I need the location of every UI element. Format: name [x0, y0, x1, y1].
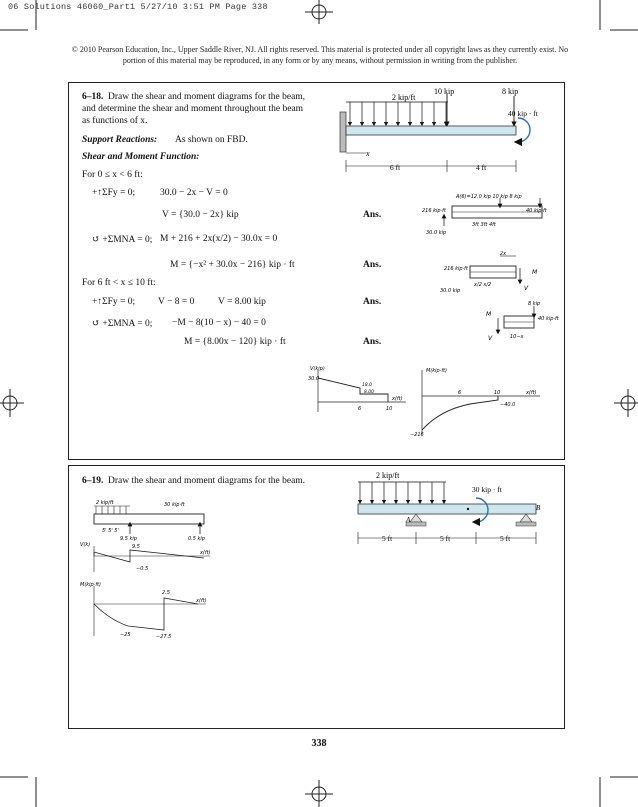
fbd-dims: 3ft 3ft 4ft — [472, 222, 496, 228]
problem-18-statement-1: Draw the shear and moment diagrams for the beam, — [108, 92, 306, 102]
sec2-m: M — [486, 311, 492, 318]
v-title: V(kip) — [310, 366, 325, 372]
problem-18-shear-diagram — [308, 366, 408, 416]
sec1-moment: 216 kip·ft — [444, 266, 468, 272]
m-10: 10 — [494, 390, 501, 396]
fig19-v-title: V(k) — [80, 542, 91, 548]
problem-19-number: 6–19. — [82, 476, 104, 486]
fig19-sk-moment: 30 kip·ft — [164, 502, 185, 508]
fig18-p1: 10 kip — [434, 87, 455, 96]
fig19-B: B — [536, 504, 541, 512]
problem-18-fbd-sketch — [422, 192, 554, 238]
fig19-sk-load: 2 kip/ft — [96, 500, 114, 506]
eq1-rhs: 30.0 − 2x − V = 0 — [160, 188, 228, 198]
problem-18-statement-2: and determine the shear and moment throughout the beam — [82, 104, 304, 114]
ans-4: Ans. — [363, 337, 382, 347]
sec1-v: V — [524, 285, 529, 292]
sec1-x: x/2 x/2 — [474, 282, 492, 288]
fig19-v-x: x(ft) — [200, 550, 211, 556]
fig19-dim2: 5 ft — [440, 534, 451, 543]
range-1: For 0 ≤ x < 6 ft: — [82, 170, 143, 180]
ans-1: Ans. — [363, 210, 382, 220]
sec2-v: V — [488, 335, 493, 342]
v-18: 18.0 — [362, 383, 373, 388]
fig18-dim1: 6 ft — [390, 163, 401, 172]
eq3-lhs: ↺ +ΣMNA = 0; — [92, 235, 153, 245]
v-6: 6 — [358, 406, 362, 412]
m-216: −216 — [410, 432, 424, 438]
fig19-v-95: 9.5 — [132, 544, 140, 550]
fig19-A: A — [406, 516, 411, 524]
sec1-load: 2x — [500, 251, 507, 257]
fig18-moment: 40 kip · ft — [508, 109, 538, 118]
fig19-v-05: −0.5 — [136, 566, 149, 572]
fig18-x: x — [366, 149, 370, 158]
support-reactions-label: Support Reactions: — [82, 135, 158, 145]
fig19-dim1: 5 ft — [382, 534, 393, 543]
problem-19-moment-sketch — [80, 580, 210, 640]
v-10: 10 — [386, 406, 393, 412]
fig19-m-x: x(ft) — [196, 598, 207, 604]
range-2: For 6 ft < x ≤ 10 ft: — [82, 278, 156, 288]
copyright-notice: © 2010 Pearson Education, Inc., Upper Saddle River, NJ. All rights reserved. This material is protected under all copyright laws as they currently exist. No portion of this material may be reproduced, in any form or by any means, without permission in writing from the publisher. — [71, 45, 569, 65]
fig19-m-275: −27.5 — [156, 634, 172, 640]
eq5-mid: V − 8 = 0 — [158, 297, 195, 307]
fig19-moment: 30 kip · ft — [472, 485, 502, 494]
fig19-m-25b: −25 — [120, 632, 131, 638]
problem-18-statement-3: as functions of x. — [82, 116, 148, 126]
fbd-top: A(6)=12.0 kip 10 kip 8 kip — [456, 194, 522, 200]
problem-18-section1-sketch — [440, 250, 550, 298]
eq4: M = {−x² + 30.0x − 216} kip · ft — [170, 260, 295, 270]
sec1-reaction: 30.0 kip — [440, 288, 461, 294]
fig19-m-25a: 2.5 — [162, 590, 170, 596]
eq6-lhs: ↺ +ΣMNA = 0; — [92, 319, 153, 329]
problem-18-moment-diagram — [410, 366, 550, 438]
ans-3: Ans. — [363, 297, 382, 307]
page-number: 338 — [311, 738, 327, 749]
fig19-m-title: M(kip·ft) — [80, 582, 101, 588]
m-x: x(ft) — [526, 390, 537, 396]
eq1-lhs: +↑ΣFy = 0; — [92, 188, 136, 198]
fig19-dim3: 5 ft — [500, 534, 511, 543]
v-800: 8.00 — [364, 390, 375, 395]
sec1-m: M — [532, 269, 538, 276]
support-reactions-text: As shown on FBD. — [175, 135, 248, 145]
fig18-p2: 8 kip — [502, 87, 519, 96]
shear-moment-label: Shear and Moment Function: — [82, 152, 200, 162]
problem-19-statement: Draw the shear and moment diagrams for the beam. — [108, 476, 306, 486]
ans-2: Ans. — [363, 260, 382, 270]
problem-19-beam-figure — [350, 468, 550, 548]
problem-18-number: 6–18. — [82, 92, 104, 102]
eq3-rhs: M + 216 + 2x(x/2) − 30.0x = 0 — [160, 234, 278, 244]
fbd-left: 216 kip·ft — [422, 208, 446, 214]
m-40: −40.0 — [500, 402, 516, 408]
eq5-lhs: +↑ΣFy = 0; — [92, 297, 136, 307]
problem-18-beam-figure — [330, 88, 560, 178]
sec2-dim: 10−x — [510, 334, 524, 340]
eq6-rhs: −M − 8(10 − x) − 40 = 0 — [172, 318, 266, 328]
eq5-rhs: V = 8.00 kip — [218, 297, 266, 307]
m-title: M(kip·ft) — [426, 368, 447, 374]
fbd-right: 40 kip·ft — [526, 208, 547, 214]
sec2-p: 8 kip — [528, 301, 541, 307]
sec2-m0: 40 kip·ft — [538, 316, 559, 322]
v-30: 30.0 — [308, 376, 320, 382]
fig19-sk-ra: 9.5 kip — [120, 536, 137, 542]
fig19-dist-load: 2 kip/ft — [376, 471, 400, 480]
eq2: V = {30.0 − 2x} kip — [162, 210, 239, 220]
fig18-dist-load: 2 kip/ft — [392, 93, 416, 102]
eq7: M = {8.00x − 120} kip · ft — [184, 337, 286, 347]
m-6: 6 — [458, 390, 462, 396]
problem-18-section2-sketch — [480, 298, 559, 344]
v-x: x(ft) — [392, 396, 403, 402]
fig19-sk-rb: 0.5 kip — [188, 536, 205, 542]
fig19-sk-dims: 5' 5' 5' — [102, 528, 119, 534]
problem-19-fbd-shear-sketch — [80, 500, 220, 574]
fig18-dim2: 4 ft — [476, 163, 487, 172]
print-header: 06 Solutions 46060_Part1 5/27/10 3:51 PM Page 338 — [8, 2, 268, 12]
fbd-reaction: 30.0 kip — [426, 230, 447, 236]
